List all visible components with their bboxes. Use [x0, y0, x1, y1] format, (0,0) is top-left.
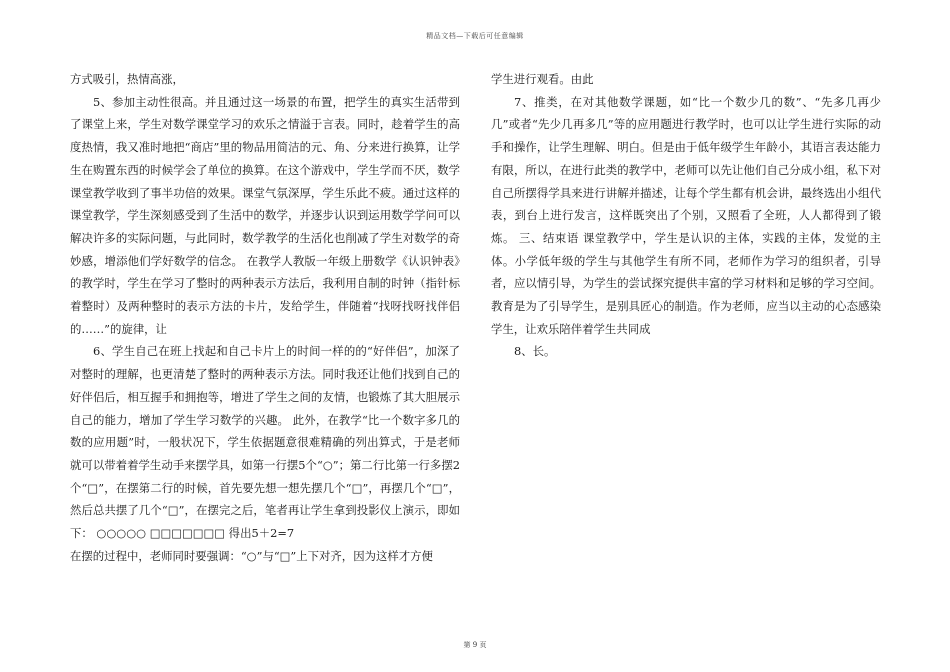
right-paragraph-1: 学生进行观看。由此 [491, 72, 594, 86]
left-paragraph-1: 方式吸引，热情高涨， [70, 72, 184, 86]
right-paragraph-2: 7、推类，在对其他数学课题，如“比一个数少几的数”、“先多几再少几”或者“先少几再多几”等的应用题进行教学时，也可以让学生进行实际的动手和操作，让学生理解、明白。但是由于低年级学生年龄小，其语言表达能力有限，所以，在进行此类的教学中，老师可以先让他们自己分成小组，私下对自己所摆得学具来进行讲解并描述，让每个学生都有机会讲，最终选出小组代表，到台上进行发言，这样既突出了个别，又照看了全班，人人都得到了锻炼。 三、结束语 课堂教学中，学生是认识的主体，实践的主体，发觉的主体。小学低年级的学生与其他学生有所不同，老师作为学习的组织者，引导者，应以情引导，为学生的尝试探究提供丰富的学习材料和足够的学习空间。教育是为了引导学生，是别具匠心的制造。作为老师，应当以主动的心态感染学生，让欢乐陪伴着学生共同成 [491, 94, 881, 336]
left-paragraph-3: 6、学生自己在班上找起和自己卡片上的时间一样的的“好伴侣”，加深了对整时的理解，也更清楚了整时的两种表示方法。同时我还让他们找到自己的好伴侣后，相互握手和拥抱等，增进了学生之间的友情，也锻炼了其大胆展示自己的能力，增加了学生学习数学的兴趣。 此外，在教学“比一个数字多几的数的应用题”时，一般状况下，学生依据题意很难精确的列出算式，于是老师就可以带着着学生动手来摆学具，如第一行摆5个“○”；第二行比第一行多摆2个“□”，在摆第二行的时候，首先要先想一想先摆几个“□”，再摆几个“□”，然后总共摆了几个“□”，在摆完之后，笔者再让学生拿到投影仪上演示，即如下： ○○○○○ □□□□□□□ 得出5＋2=7 [70, 344, 460, 541]
page-number: 第 9 页 [463, 641, 487, 649]
left-column [70, 68, 460, 567]
page-header: 精品文档—下载后可任意编辑 [426, 32, 524, 40]
right-column [491, 68, 881, 363]
right-paragraph-3: 8、长。 [514, 344, 556, 359]
left-paragraph-4: 在摆的过程中，老师同时要强调：“○”与“□”上下对齐，因为这样才方便 [70, 548, 433, 563]
left-paragraph-2: 5、参加主动性很高。并且通过这一场景的布置，把学生的真实生活带到了课堂上来，学生对数学课堂学习的欢乐之情溢于言表。同时，趁着学生的高度热情，我又准时地把“商店”里的物品用简洁的元、角、分来进行换算，让学生在购置东西的时候学会了单位的换算。在这个游戏中，学生学而不厌，数学课堂教学收到了事半功倍的效果。课堂气氛深厚，学生乐此不疲。通过这样的课堂教学，学生深刻感受到了生活中的数学，并逐步认识到运用数学学问可以解决许多的实际问题，与此同时，数学教学的生活化也削减了学生对数学的奇妙感，增添他们学好数学的信念。 在教学人教版一年级上册数学《认识钟表》的教学时，学生在学习了整时的两种表示方法后，我利用自制的时钟（指针标着整时）及两种整时的表示方法的卡片，发给学生，伴随着“找呀找呀找伴侣的……”的旋律，让 [70, 94, 460, 336]
